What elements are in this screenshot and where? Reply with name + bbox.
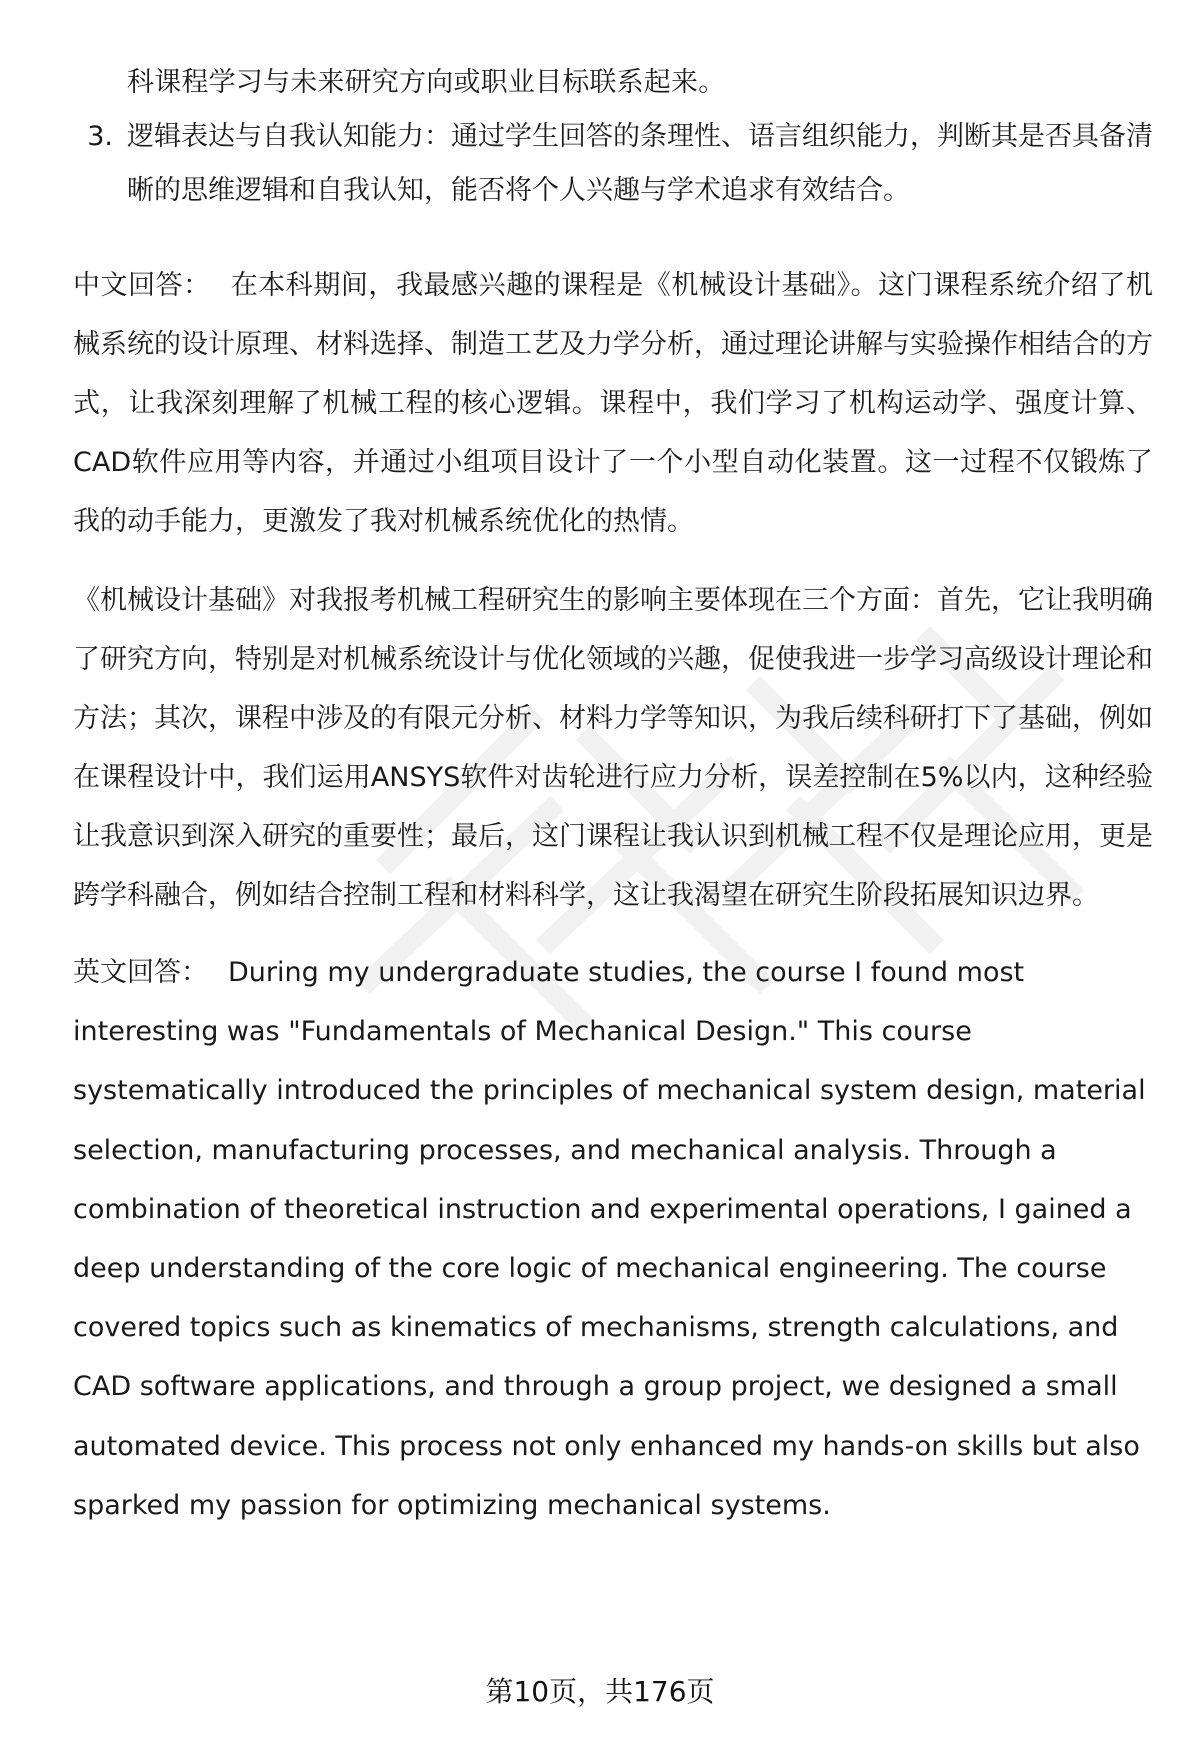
chinese-answer-paragraph — [73, 256, 1153, 551]
list-number: 3. — [87, 121, 113, 152]
chinese-answer-text: 在本科期间，我最感兴趣的课程是《机械设计基础》。这门课程系统介绍了机械系统的设计原理、材料选择、制造工艺及力学分析，通过理论讲解与实验操作相结合的方式，让我深刻理解了机械工程的核心逻辑。课程中，我们学习了机构运动学、强度计算、CAD软件应用等内容，并通过小组项目设计了一个小型自动化装置。这一过程不仅锻炼了我的动手能力，更激发了我对机械系统优化的热情。 — [73, 270, 1154, 537]
english-answer-text: During my undergraduate studies, the course I found most interesting was "Fundamentals of Mechanical Design." This course systematically introduced the principles of mechanical system design, material selection, manufacturing processes, and mechanical analysis. Through a combination of theoretical instruction and experimental operations, I gained a deep understanding of the core logic of mechanical engineering. The course covered topics such as kinematics of mechanisms, strength calculations, and CAD software applications, and through a group project, we designed a small automated device. This process not only enhanced my hands-on skills but also sparked my passion for optimizing mechanical systems. — [73, 957, 1146, 1521]
english-answer-label: 英文回答： — [73, 957, 208, 988]
document-content — [73, 56, 1153, 1535]
english-answer-paragraph — [73, 943, 1153, 1535]
list-item-continuation: 科课程学习与未来研究方向或职业目标联系起来。 — [127, 67, 726, 98]
chinese-answer-paragraph-2: 《机械设计基础》对我报考机械工程研究生的影响主要体现在三个方面：首先，它让我明确了研究方向，特别是对机械系统设计与优化领域的兴趣，促使我进一步学习高级设计理论和方法；其次，课程中涉及的有限元分析、材料力学等知识，为我后续科研打下了基础，例如在课程设计中，我们运用ANSYS软件对齿轮进行应力分析，误差控制在5%以内，这种经验让我意识到深入研究的重要性；最后，这门课程让我认识到机械工程不仅是理论应用，更是跨学科融合，例如结合控制工程和材料科学，这让我渴望在研究生阶段拓展知识边界。 — [73, 585, 1153, 911]
list-item-3 — [73, 110, 1153, 218]
list-item-text: 逻辑表达与自我认知能力：通过学生回答的条理性、语言组织能力，判断其是否具备清晰的思维逻辑和自我认知，能否将个人兴趣与学术追求有效结合。 — [127, 121, 1153, 206]
chinese-answer-label: 中文回答： — [73, 270, 211, 301]
page-indicator: 第10页，共176页 — [485, 1675, 715, 1708]
